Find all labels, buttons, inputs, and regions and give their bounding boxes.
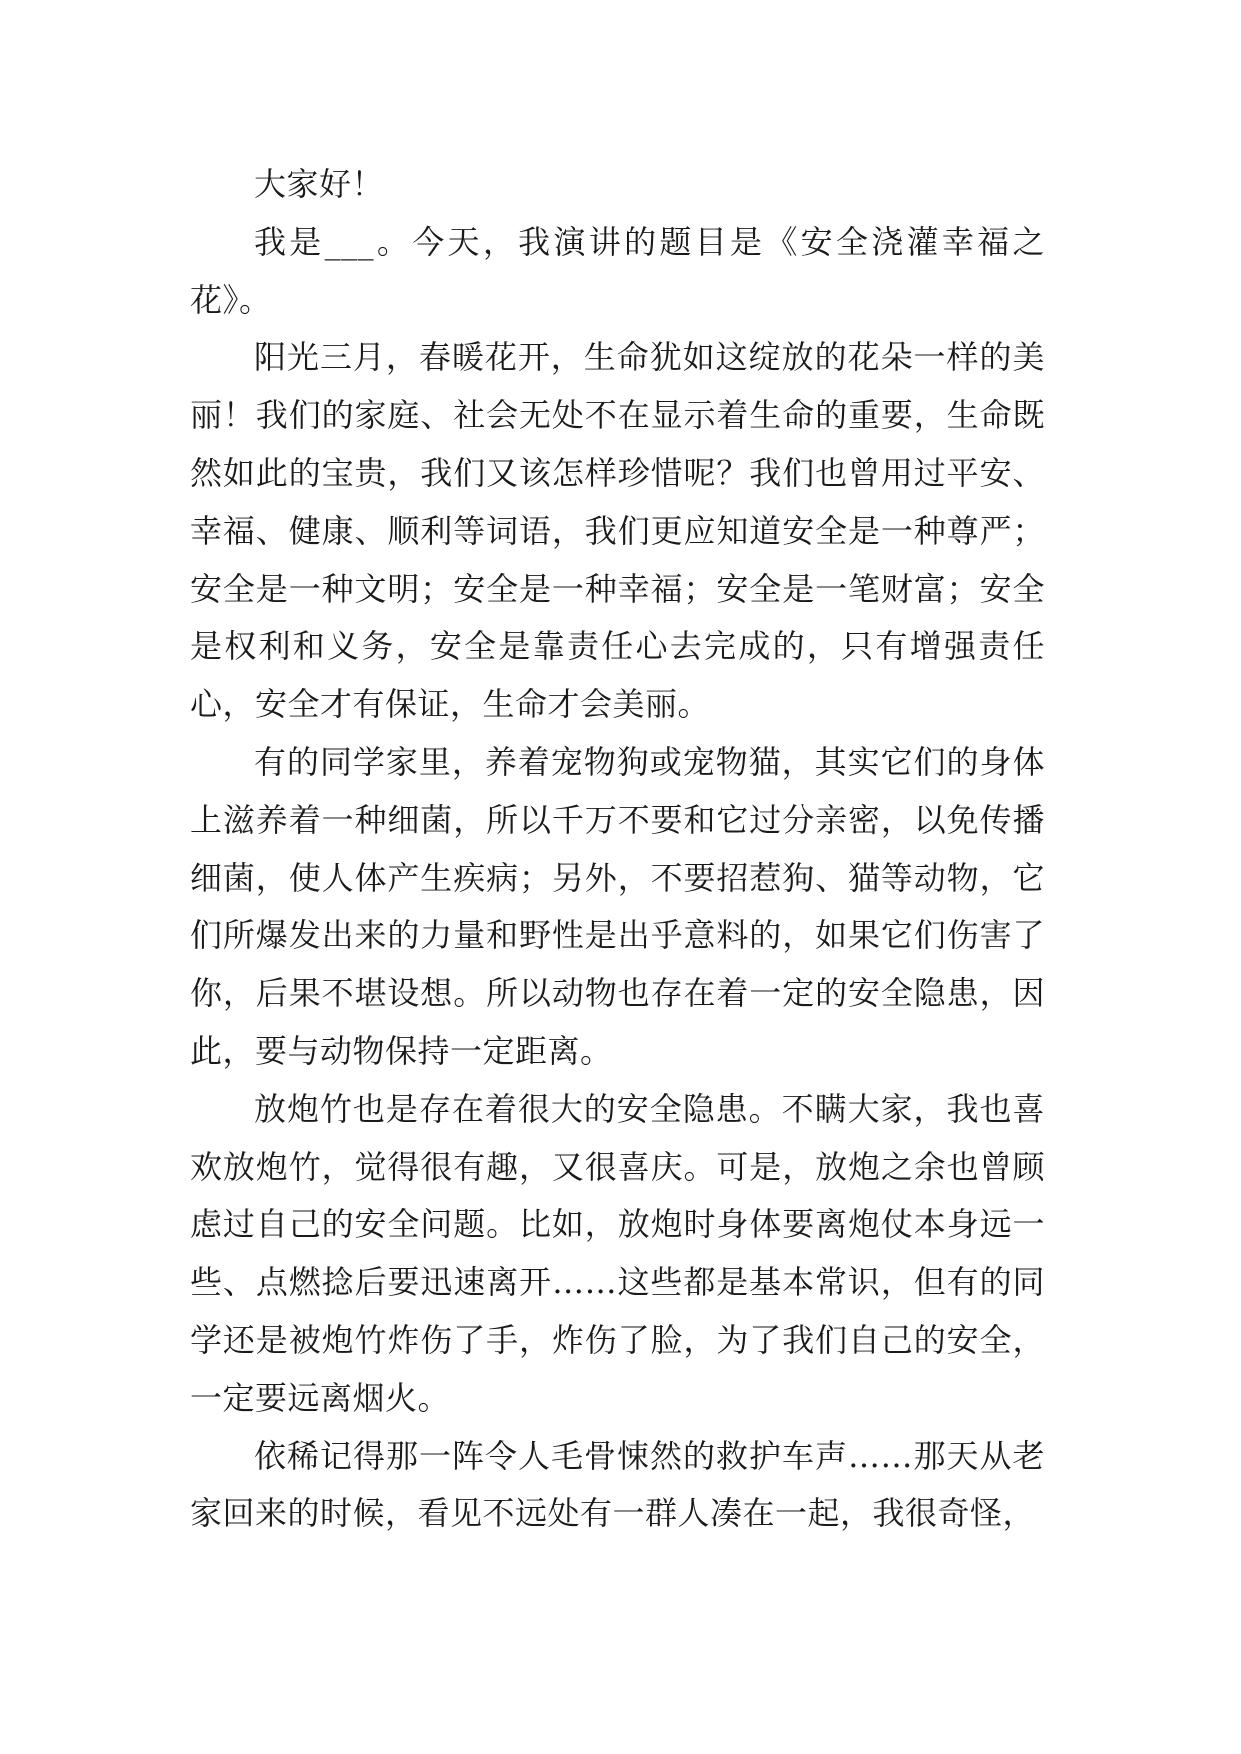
paragraph-life-safety: 阳光三月，春暖花开，生命犹如这绽放的花朵一样的美丽！我们的家庭、社会无处不在显示着生命的重要，生命既然如此的宝贵，我们又该怎样珍惜呢？我们也曾用过平安、幸福、健康、顺利等词语，我们更应知道安全是一种尊严；安全是一种文明；安全是一种幸福；安全是一笔财富；安全是权利和义务，安全是靠责任心去完成的，只有增强责任心，安全才有保证，生命才会美丽。 [190, 338, 1045, 724]
paragraph-ambulance: 依稀记得那一阵令人毛骨悚然的救护车声……那天从老家回来的时候，看见不远处有一群人凑在一起，我很奇怪， [190, 1436, 1045, 1533]
paragraph-intro: 我是___。今天，我演讲的题目是《安全浇灌幸福之花》。 [190, 222, 1045, 319]
paragraph-firecrackers: 放炮竹也是存在着很大的安全隐患。不瞒大家，我也喜欢放炮竹，觉得很有趣，又很喜庆。可是，放炮之余也曾顾虑过自己的安全问题。比如，放炮时身体要离炮仗本身远一些、点燃捻后要迅速离开……这些都是基本常识，但有的同学还是被炮竹炸伤了手，炸伤了脸，为了我们自己的安全，一定要远离烟火。 [190, 1089, 1045, 1417]
paragraph-pets: 有的同学家里，养着宠物狗或宠物猫，其实它们的身体上滋养着一种细菌，所以千万不要和它过分亲密，以免传播细菌，使人体产生疾病；另外，不要招惹狗、猫等动物，它们所爆发出来的力量和野性是出乎意料的，如果它们伤害了你，后果不堪设想。所以动物也存在着一定的安全隐患，因此，要与动物保持一定距离。 [190, 742, 1045, 1070]
paragraph-greeting: 大家好！ [254, 165, 385, 203]
document-body [190, 156, 1045, 1543]
